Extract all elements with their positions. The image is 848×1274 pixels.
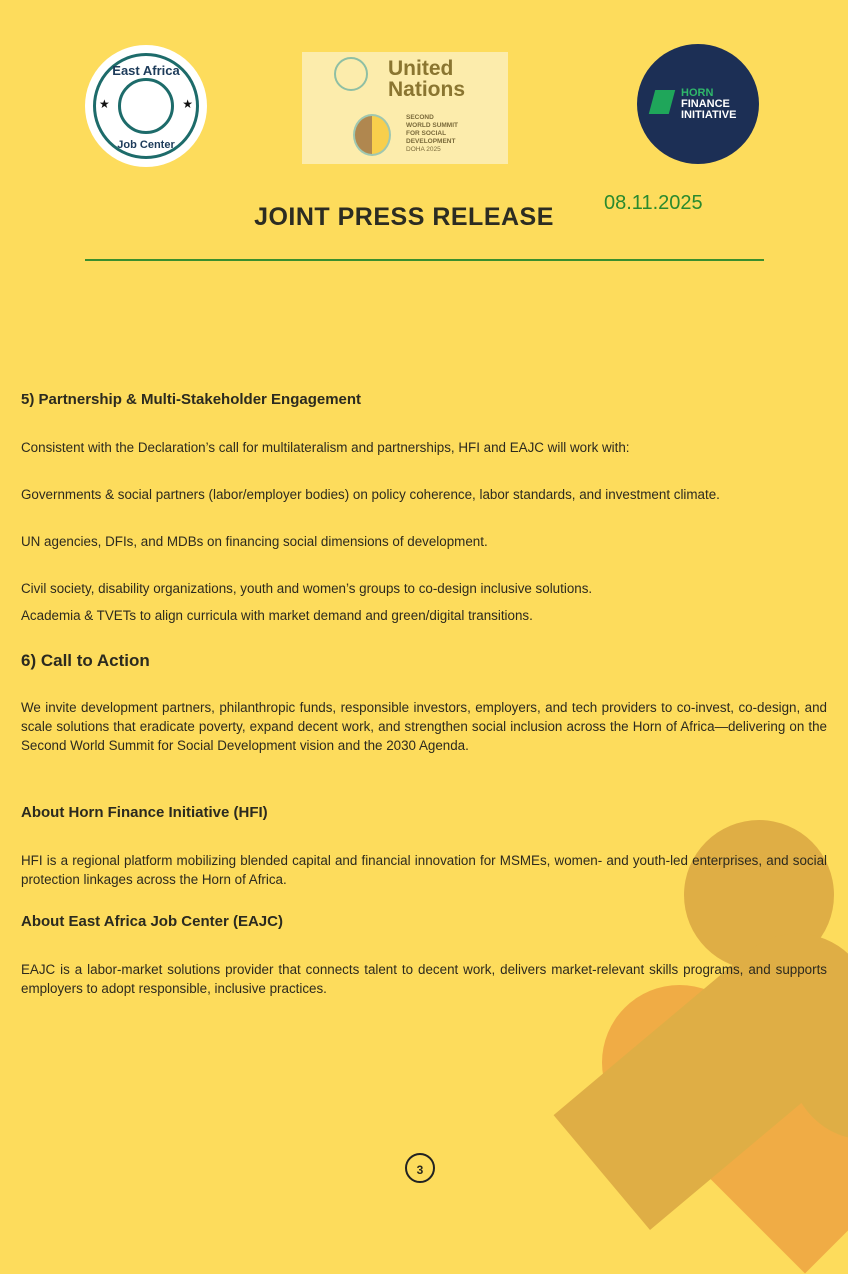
hfi-text: HORN — [681, 87, 714, 99]
paragraph: Civil society, disability organizations, youth and women’s groups to co-design inclusive solutions. — [21, 581, 593, 596]
page-title: JOINT PRESS RELEASE — [254, 203, 554, 231]
paragraph: EAJC is a labor-market solutions provider that connects talent to decent work, delivers market-relevant skills programs, and supports employers to adopt responsible, inclusive practices. — [21, 962, 827, 996]
release-date: 08.11.2025 — [604, 192, 703, 214]
summit-emblem-icon — [353, 114, 391, 156]
hfi-text: INITIATIVE — [681, 109, 737, 121]
section-heading: About East Africa Job Center (EAJC) — [21, 913, 283, 930]
summit-text: DEVELOPMENT — [406, 138, 456, 145]
un-name: Nations — [388, 78, 466, 101]
eajc-logo-top-text: East Africa — [112, 63, 180, 78]
summit-text: WORLD SUMMIT — [406, 122, 458, 129]
paragraph: UN agencies, DFIs, and MDBs on financing social dimensions of development. — [21, 534, 488, 549]
paragraph: HFI is a regional platform mobilizing blended capital and financial innovation for MSMEs, women- and youth-led enterprises, and social protection linkages across the Horn of Africa. — [21, 853, 827, 887]
page-number: 3 — [405, 1153, 435, 1183]
un-name: United — [388, 57, 454, 80]
paragraph: Consistent with the Declaration’s call for multilateralism and partnerships, HFI and EAJC will work with: — [21, 440, 630, 455]
summit-text: FOR SOCIAL — [406, 130, 447, 137]
hfi-text: FINANCE — [681, 98, 730, 110]
summit-text: DOHA 2025 — [406, 146, 441, 153]
eajc-logo — [85, 45, 207, 167]
paragraph: Academia & TVETs to align curricula with market demand and green/digital transitions. — [21, 608, 533, 623]
un-summit-logo — [302, 52, 508, 164]
divider — [85, 259, 764, 261]
star-icon: ★ — [182, 97, 193, 111]
section-heading: 5) Partnership & Multi-Stakeholder Engagement — [21, 391, 362, 408]
hfi-mark-icon — [649, 90, 675, 114]
star-icon: ★ — [99, 97, 110, 111]
hfi-logo — [637, 44, 759, 164]
paragraph: We invite development partners, philanthropic funds, responsible investors, employers, and tech providers to co-invest, co-design, and scale solutions that eradicate poverty, expand decent work, and strengthen social inclusion across the Horn of Africa—delivering on the Second World Summit for Social Development vision and the 2030 Agenda. — [21, 700, 827, 753]
section-heading: 6) Call to Action — [21, 651, 150, 670]
eajc-logo-bottom-text: Job Center — [117, 139, 175, 151]
un-emblem-icon — [334, 57, 368, 91]
paragraph: Governments & social partners (labor/employer bodies) on policy coherence, labor standards, and investment climate. — [21, 487, 720, 502]
summit-text: SECOND — [406, 114, 434, 121]
section-heading: About Horn Finance Initiative (HFI) — [21, 804, 268, 821]
